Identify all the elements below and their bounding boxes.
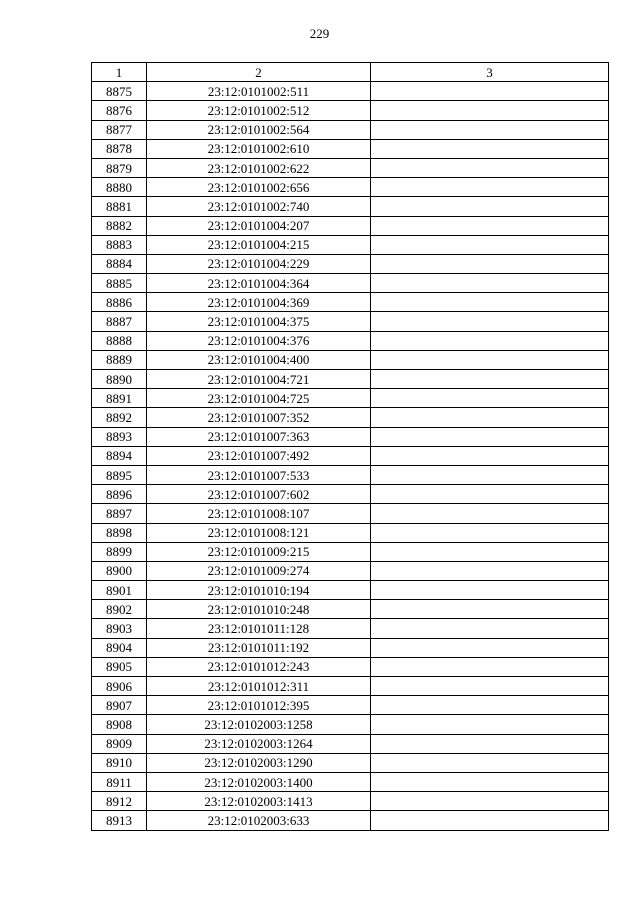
table-row [92,677,609,696]
page-number: 229 [309,26,330,41]
row-number-cell: 8875 [92,82,147,101]
cadastral-number-cell: 23:12:0101002:610 [147,139,371,158]
notes-cell [371,772,609,791]
table-row [92,600,609,619]
row-number-cell: 8891 [92,389,147,408]
table-row [92,811,609,830]
notes-cell [371,523,609,542]
table-row [92,638,609,657]
table-row [92,485,609,504]
cadastral-number-cell: 23:12:0101004:207 [147,216,371,235]
cadastral-number-cell: 23:12:0101007:533 [147,465,371,484]
table-row [92,120,609,139]
table-row [92,792,609,811]
notes-cell [371,427,609,446]
row-number-cell: 8885 [92,274,147,293]
table-row [92,619,609,638]
cadastral-number-cell: 23:12:0101004:369 [147,293,371,312]
row-number-cell: 8881 [92,197,147,216]
cadastral-number-cell: 23:12:0101004:725 [147,389,371,408]
notes-cell [371,504,609,523]
row-number-cell: 8913 [92,811,147,830]
notes-cell [371,619,609,638]
notes-cell [371,331,609,350]
row-number-cell: 8894 [92,446,147,465]
cadastral-number-cell: 23:12:0101009:274 [147,561,371,580]
table-row [92,657,609,676]
cadastral-number-cell: 23:12:0101002:564 [147,120,371,139]
row-number-cell: 8903 [92,619,147,638]
notes-cell [371,811,609,830]
table-row [92,197,609,216]
table-row [92,178,609,197]
table-row [92,216,609,235]
table-row [92,734,609,753]
row-number-cell: 8884 [92,254,147,273]
cadastral-number-cell: 23:12:0101010:194 [147,581,371,600]
cadastral-number-cell: 23:12:0101002:740 [147,197,371,216]
row-number-cell: 8892 [92,408,147,427]
notes-cell [371,753,609,772]
cadastral-table [91,62,609,831]
notes-cell [371,139,609,158]
cadastral-number-cell: 23:12:0101012:311 [147,677,371,696]
cadastral-number-cell: 23:12:0101007:352 [147,408,371,427]
row-number-cell: 8887 [92,312,147,331]
notes-cell [371,197,609,216]
notes-cell [371,792,609,811]
row-number-cell: 8900 [92,561,147,580]
cadastral-number-cell: 23:12:0101004:400 [147,350,371,369]
row-number-cell: 8908 [92,715,147,734]
cadastral-number-cell: 23:12:0102003:1413 [147,792,371,811]
notes-cell [371,274,609,293]
row-number-cell: 8901 [92,581,147,600]
row-number-cell: 8878 [92,139,147,158]
table-row [92,542,609,561]
row-number-cell: 8883 [92,235,147,254]
cadastral-number-cell: 23:12:0101002:511 [147,82,371,101]
table-row [92,254,609,273]
table-row [92,274,609,293]
row-number-cell: 8889 [92,350,147,369]
row-number-cell: 8880 [92,178,147,197]
notes-cell [371,734,609,753]
row-number-cell: 8906 [92,677,147,696]
row-number-cell: 8886 [92,293,147,312]
table-row [92,561,609,580]
cadastral-number-cell: 23:12:0101004:364 [147,274,371,293]
notes-cell [371,158,609,177]
cadastral-number-cell: 23:12:0101010:248 [147,600,371,619]
row-number-cell: 8907 [92,696,147,715]
table-row [92,504,609,523]
cadastral-number-cell: 23:12:0102003:1264 [147,734,371,753]
notes-cell [371,581,609,600]
row-number-cell: 8888 [92,331,147,350]
cadastral-number-cell: 23:12:0101002:622 [147,158,371,177]
cadastral-number-cell: 23:12:0101007:363 [147,427,371,446]
table-row [92,293,609,312]
notes-cell [371,312,609,331]
notes-cell [371,600,609,619]
table-row [92,427,609,446]
column-header-2: 2 [147,63,371,82]
row-number-cell: 8912 [92,792,147,811]
cadastral-number-cell: 23:12:0101004:721 [147,370,371,389]
row-number-cell: 8879 [92,158,147,177]
row-number-cell: 8911 [92,772,147,791]
notes-cell [371,715,609,734]
table-row [92,715,609,734]
notes-cell [371,82,609,101]
row-number-cell: 8905 [92,657,147,676]
row-number-cell: 8882 [92,216,147,235]
table-row [92,158,609,177]
row-number-cell: 8910 [92,753,147,772]
cadastral-number-cell: 23:12:0101012:243 [147,657,371,676]
notes-cell [371,561,609,580]
notes-cell [371,120,609,139]
table-row [92,696,609,715]
notes-cell [371,677,609,696]
table-row [92,408,609,427]
cadastral-number-cell: 23:12:0101012:395 [147,696,371,715]
table-row [92,523,609,542]
cadastral-number-cell: 23:12:0101011:128 [147,619,371,638]
notes-cell [371,350,609,369]
notes-cell [371,216,609,235]
row-number-cell: 8897 [92,504,147,523]
cadastral-number-cell: 23:12:0101007:492 [147,446,371,465]
table-row [92,82,609,101]
table-body [92,82,609,830]
table-row [92,753,609,772]
table-row [92,101,609,120]
notes-cell [371,254,609,273]
table-row [92,772,609,791]
cadastral-number-cell: 23:12:0101004:375 [147,312,371,331]
table-row [92,139,609,158]
cadastral-number-cell: 23:12:0101011:192 [147,638,371,657]
notes-cell [371,485,609,504]
row-number-cell: 8893 [92,427,147,446]
notes-cell [371,446,609,465]
table-header-row [92,63,609,82]
row-number-cell: 8877 [92,120,147,139]
cadastral-number-cell: 23:12:0102003:1400 [147,772,371,791]
table-row [92,350,609,369]
table-row [92,312,609,331]
notes-cell [371,293,609,312]
table-row [92,465,609,484]
notes-cell [371,465,609,484]
cadastral-number-cell: 23:12:0101008:121 [147,523,371,542]
cadastral-number-cell: 23:12:0101009:215 [147,542,371,561]
row-number-cell: 8898 [92,523,147,542]
cadastral-number-cell: 23:12:0102003:1258 [147,715,371,734]
notes-cell [371,542,609,561]
cadastral-number-cell: 23:12:0101002:656 [147,178,371,197]
row-number-cell: 8902 [92,600,147,619]
table-row [92,389,609,408]
row-number-cell: 8909 [92,734,147,753]
notes-cell [371,389,609,408]
notes-cell [371,657,609,676]
column-header-1: 1 [92,63,147,82]
cadastral-number-cell: 23:12:0101004:215 [147,235,371,254]
notes-cell [371,235,609,254]
table-row [92,446,609,465]
cadastral-number-cell: 23:12:0101004:229 [147,254,371,273]
notes-cell [371,696,609,715]
row-number-cell: 8876 [92,101,147,120]
cadastral-number-cell: 23:12:0101004:376 [147,331,371,350]
cadastral-number-cell: 23:12:0102003:1290 [147,753,371,772]
row-number-cell: 8895 [92,465,147,484]
notes-cell [371,638,609,657]
notes-cell [371,408,609,427]
cadastral-number-cell: 23:12:0101002:512 [147,101,371,120]
notes-cell [371,101,609,120]
row-number-cell: 8904 [92,638,147,657]
table-row [92,331,609,350]
notes-cell [371,178,609,197]
row-number-cell: 8890 [92,370,147,389]
cadastral-number-cell: 23:12:0102003:633 [147,811,371,830]
notes-cell [371,370,609,389]
cadastral-number-cell: 23:12:0101007:602 [147,485,371,504]
table-row [92,581,609,600]
cadastral-number-cell: 23:12:0101008:107 [147,504,371,523]
table-row [92,235,609,254]
column-header-3: 3 [371,63,609,82]
row-number-cell: 8896 [92,485,147,504]
table-row [92,370,609,389]
row-number-cell: 8899 [92,542,147,561]
